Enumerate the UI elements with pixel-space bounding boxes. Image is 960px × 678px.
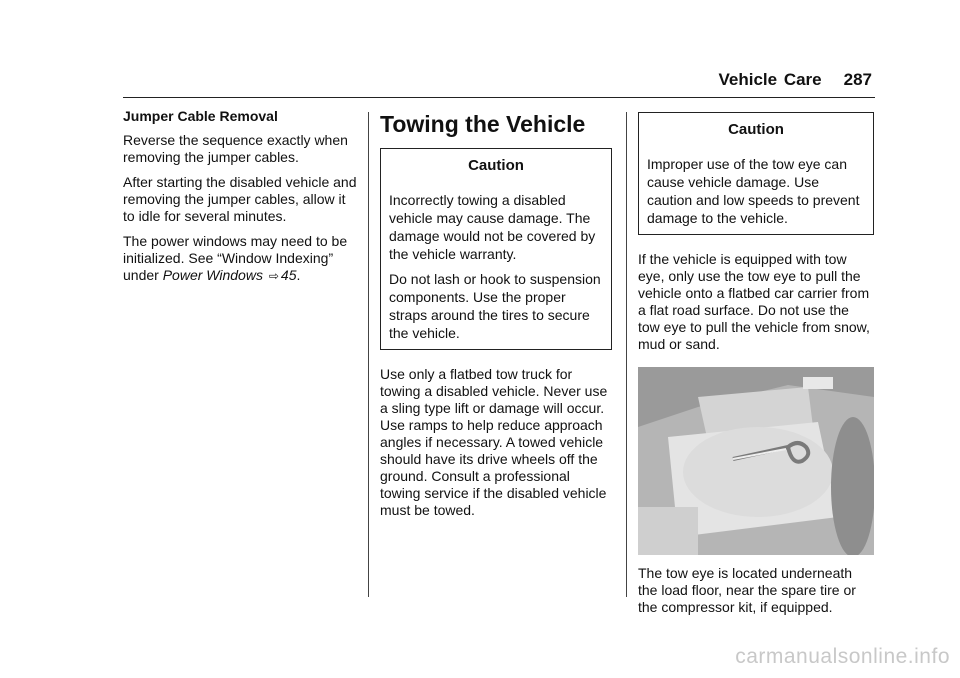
paragraph-end-period: . (296, 267, 301, 283)
watermark: carmanualsonline.info (735, 645, 950, 668)
subheading-jumper-cable-removal: Jumper Cable Removal (123, 108, 278, 124)
paragraph-tow-eye: If the vehicle is equipped with tow eye, only use the tow eye to pull the vehicle onto a flatbed car carrier from a flat road surface. Do not use the tow eye to pull the vehicle from snow, mud or sand. (638, 251, 870, 352)
paragraph-idle: After starting the disabled vehicle and removing the jumper cables, allow it to idle for several minutes. (123, 174, 357, 224)
caution-title: Caution (468, 157, 524, 174)
paragraph-power-windows (123, 233, 359, 285)
column-1 (123, 108, 359, 293)
column-3 (638, 112, 874, 624)
paragraph-flatbed: Use only a flatbed tow truck for towing a disabled vehicle. Never use a sling type lift or damage will occur. Use ramps to help reduce approach angles if necessary. A towed vehicle should have its drive wheels off the ground. Consult a professional towing service if the disabled vehicle must be towed. (380, 366, 608, 518)
power-windows-link[interactable]: Power Windows (162, 267, 263, 283)
paragraph-power-windows-text: The power windows may need to be initialized. See “Window Indexing” under (123, 233, 348, 283)
header-section: Vehicle Care (718, 70, 822, 89)
photo-caption: The tow eye is located underneath the load floor, near the spare tire or the compressor kit, if equipped. (638, 565, 856, 615)
tow-eye-photo (638, 367, 874, 555)
caution-box-tow-eye (638, 112, 874, 235)
tow-eye-illustration (638, 367, 874, 555)
caution-title: Caution (728, 121, 784, 138)
caution-text-2: Do not lash or hook to suspension components. Use the proper straps around the tires to secure the vehicle. (389, 271, 601, 341)
caution-box-towing (380, 148, 612, 350)
column-divider-1 (368, 112, 369, 597)
header-title (600, 70, 872, 90)
page-reference-number[interactable]: 45 (280, 267, 297, 283)
section-title: Towing the Vehicle (380, 111, 586, 137)
column-2 (380, 110, 612, 527)
paragraph-reverse-sequence: Reverse the sequence exactly when removing the jumper cables. (123, 132, 348, 165)
caution-text-1: Incorrectly towing a disabled vehicle may cause damage. The damage would not be covered by the vehicle warranty. (389, 192, 596, 262)
page-reference-icon: ⇨ (268, 269, 279, 283)
header-rule (123, 97, 875, 98)
column-divider-2 (626, 112, 627, 597)
caution-text: Improper use of the tow eye can cause vehicle damage. Use caution and low speeds to prevent damage to the vehicle. (647, 156, 860, 226)
page-number: 287 (843, 70, 872, 89)
